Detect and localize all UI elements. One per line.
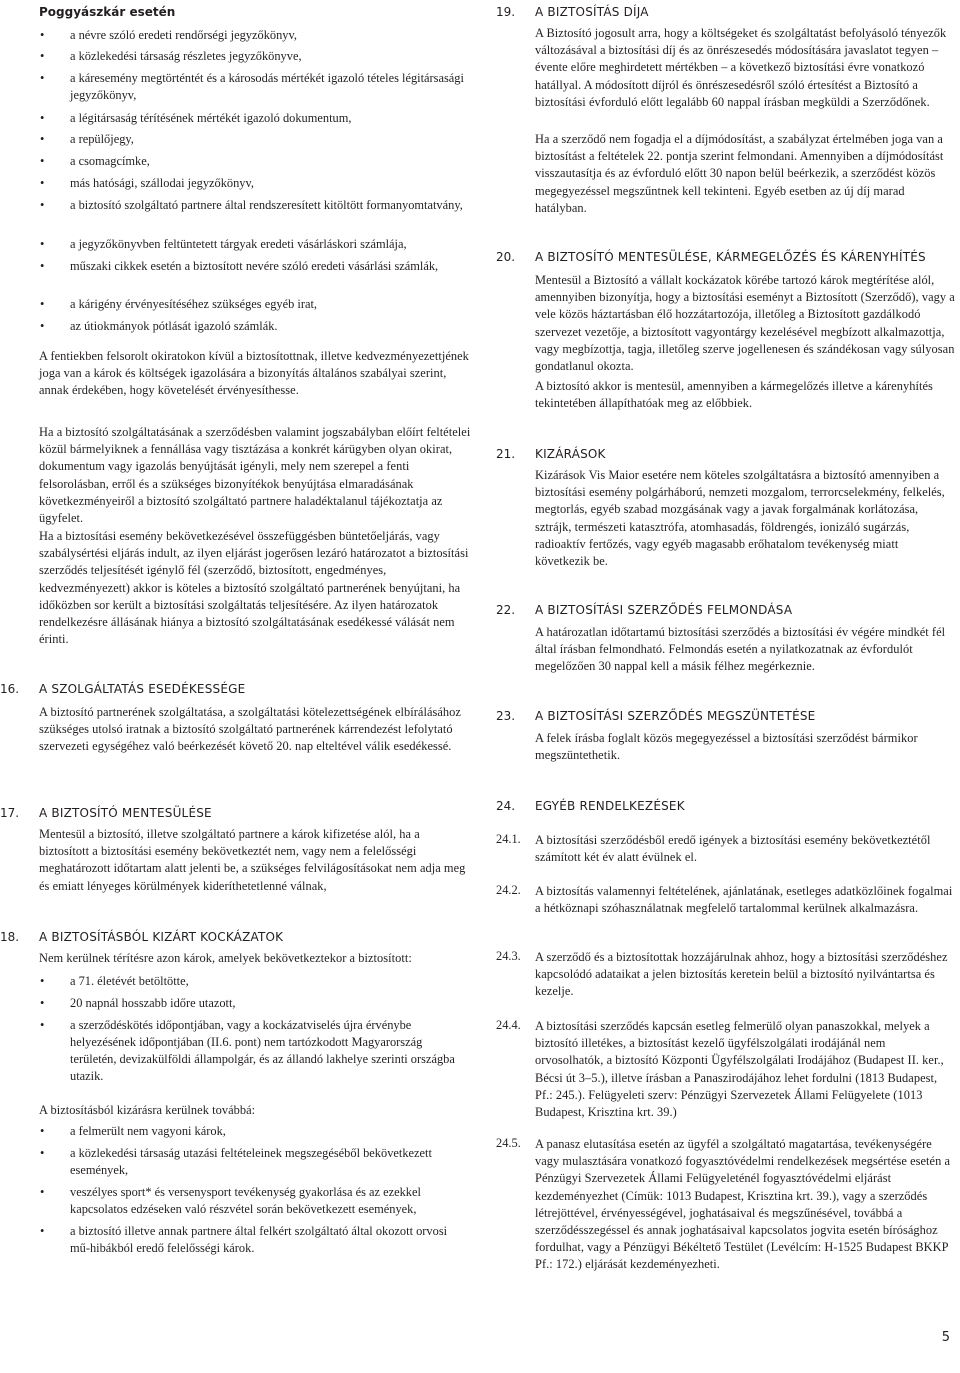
section-text: A biztosító partnerének szolgáltatása, a szolgáltatási kötelezettségének elbírálásához szükséges utolsó iratnak a biztosító szolgáltató partnerének kárrendezést lefolytató szervezeti egységéhez való beérkezését követő 20. nap elteltével válik esedékessé. [39, 705, 461, 754]
section-number: 22. [496, 603, 516, 617]
list-item: • veszélyes sport* és versenysport tevékenység gyakorlása és az ezekkel kapcsolatos edzéseken való részvétel során bekövetkezett események, [40, 1185, 421, 1216]
list-item: • más hatósági, szállodai jegyzőkönyv, [40, 176, 254, 190]
subsection-number: 24.1. [496, 832, 521, 846]
list-item: • a káresemény megtörténtét és a károsodás mértékét igazoló tételes légitársasági jegyzőkönyv, [40, 71, 464, 102]
list-item: • a felmerült nem vagyoni károk, [40, 1124, 226, 1138]
section-title: KIZÁRÁSOK [535, 447, 606, 461]
section-text: Mentesül a Biztosító a vállalt kockázatok körébe tartozó károk megtérítése alól, amennyiben bizonyítja, hogy a biztosítási eseményt a Biztosított (Szerződő), vagy a vele közös háztartásban élő hozzátartozója, illetőleg a Biztosított gazdálkodó szervezet vezetője, a biztosított vagyontárgy kezelésével megbízott alkalmazottja, vagy megbízottja, tagja, illetőleg szerve jogellenesen és szándékosan vagy súlyosan gondatlanul okozta. [535, 273, 955, 374]
section-text: A határozatlan időtartamú biztosítási szerződés a biztosítási év végére mindkét fél által írásban felmondható. Felmondás esetén a nyilatkozatnak az évfordulót megelőzően 30 nappal kell a másik félhez megérkeznie. [535, 625, 946, 674]
subsection-number: 24.4. [496, 1018, 521, 1032]
section-text: A biztosításból kizárásra kerülnek továbbá: [39, 1103, 256, 1117]
subsection-text: A biztosítási szerződés kapcsán esetleg felmerülő olyan panaszokkal, melyek a biztosító illetékes, a biztosítást kezelő ügyfélszolgálati irodájánál nem orvosolhatók, a biztosító Központi Ügyfélszolgálati Irodájához (Budapest II. ker., Bécsi út 3–5.), illetve írásban a Panaszirodájához lehet fordulni (1813 Budapest, Pf.: 245.). Felügyeleti szerv: Pénzügyi Szervezetek Állami Felügyelete (1013 Budapest, Krisztina krt. 39.) [535, 1019, 944, 1120]
section-number: 16. [0, 682, 20, 696]
subsection-number: 24.2. [496, 883, 521, 897]
list-item: • a névre szóló eredeti rendőrségi jegyzőkönyv, [40, 28, 297, 42]
section-text: Mentesül a biztosító, illetve szolgáltató partnere a károk kifizetése alól, ha a biztosított a biztosítási esemény bekövetkeztét nem, vagy nem a felelősségi meghatározott időtartam alatt jelenti be, a szükséges felvilágosításokat nem adja meg és emiatt lényeges körülmények kideríthetetlenné válnak, [39, 827, 466, 893]
intro-paragraph: A fentiekben felsorolt okiratokon kívül a biztosítottnak, illetve kedvezményezettjének joga van a károk és költségek igazolására a bizonyítás általános szabályai szerint, annak érdekében, hogy követelését érvényesíthesse. [39, 349, 469, 398]
section-title: A BIZTOSÍTÁSBÓL KIZÁRT KOCKÁZATOK [39, 930, 284, 944]
list-item: • a jegyzőkönyvben feltüntetett tárgyak eredeti vásárláskori számlája, [40, 237, 407, 251]
subsection-text: A szerződő és a biztosítottak hozzájárulnak ahhoz, hogy a biztosítási szerződéshez kapcsolódó adataikat a jelen biztosítás keretein belül a biztosító nyilvántartsa és kezelje. [535, 950, 948, 999]
intro-paragraph: Ha a biztosítási esemény bekövetkezésével összefüggésben büntetőeljárás, vagy szabálysértési eljárás indult, az ilyen eljárást jogerősen lezáró határozatot a biztosítási szerződés teljesítését igénylő fél (szerződő, biztosított, engedményes, kedvezményezett) akkor is köteles a biztosító szolgáltató partnerének benyújtani, ha időközben sor került a biztosítási szolgáltatás teljesítésére. Az ilyen határozatok rendelkezésre állásának hiánya a biztosító szolgáltatásának esedékessé válását nem érinti. [39, 529, 469, 647]
section-number: 19. [496, 5, 516, 19]
section-title: A BIZTOSÍTÁS DÍJA [535, 5, 649, 19]
list-item: • a közlekedési társaság részletes jegyzőkönyve, [40, 49, 302, 63]
list-item: • a közlekedési társaság utazási feltételeinek megszegéséből bekövetkezett események, [40, 1146, 432, 1177]
section-text: A biztosító akkor is mentesül, amennyiben a kármegelőzés illetve a kárenyhítés tekintetében állapíthatóak meg az előbbiek. [535, 379, 933, 411]
section-title: A BIZTOSÍTÁSI SZERZŐDÉS MEGSZÜNTETÉSE [535, 709, 816, 723]
section-number: 17. [0, 806, 20, 820]
page-number: 5 [941, 1330, 950, 1345]
section-title: A SZOLGÁLTATÁS ESEDÉKESSÉGE [39, 682, 246, 696]
list-item: • műszaki cikkek esetén a biztosított nevére szóló eredeti vásárlási számlák, [40, 259, 439, 273]
list-item: • a biztosító szolgáltató partnere által rendszeresített kitöltött formanyomtatvány, [40, 198, 463, 212]
subsection-number: 24.3. [496, 949, 521, 963]
list-item: • a légitársaság térítésének mértékét igazoló dokumentum, [40, 111, 352, 125]
section-title: A BIZTOSÍTÓ MENTESÜLÉSE, KÁRMEGELŐZÉS ÉS KÁRENYHÍTÉS [535, 250, 926, 264]
subsection-text: A biztosítási szerződésből eredő igények a biztosítási esemény bekövetkeztétől számított két év alatt évülnek el. [535, 833, 931, 865]
section-text: A Biztosító jogosult arra, hogy a költségeket és szolgáltatást befolyásoló tényezők változásával a biztosítási díj és az önrészesedés módosítására javaslatot tegyen – évente előre meghirdetett mértékben – a következő biztosítási évre vonatkozó hatállyal. A módosított díjról és önrészesedésről szóló értesítést a Biztosító a biztosítási évforduló előtt legalább 60 nappal írásban megküldi a Szerződőnek. [535, 26, 947, 109]
section-title: EGYÉB RENDELKEZÉSEK [535, 799, 685, 813]
section-number: 23. [496, 709, 516, 723]
section-number: 21. [496, 447, 516, 461]
section-number: 18. [0, 930, 20, 944]
list-item: • a biztosító illetve annak partnere által felkért szolgáltató által okozott orvosi mű-hibákból eredő felelősségi károk. [40, 1224, 448, 1255]
intro-heading: Poggyászkár esetén [39, 5, 176, 19]
list-item: • a csomagcímke, [40, 154, 150, 168]
subsection-number: 24.5. [496, 1136, 521, 1150]
section-number: 20. [496, 250, 516, 264]
list-item: • 20 napnál hosszabb időre utazott, [40, 996, 236, 1010]
section-text: Kizárások Vis Maior esetére nem köteles szolgáltatásra a biztosító amennyiben a biztosítási esemény polgárháború, nemzeti mozgalom, terrorcselekmény, felkelés, megtorlás, egyéb szabad mozgásának vagy a javak forgalmának korlátozása, sztrájk, természeti katasztrófa, atomhasadás, földrengés, ionizáló sugárzás, radioaktív fertőzés, vagy egyéb magasabb erőhatalom tevékenység miatt következik be. [535, 468, 945, 569]
list-item: • a repülőjegy, [40, 132, 134, 146]
section-text: A felek írásba foglalt közös megegyezéssel a biztosítási szerződést bármikor megszüntethetik. [535, 731, 918, 763]
list-item: • a szerződéskötés időpontjában, vagy a kockázatviselés újra érvénybe helyezésének időpontjában (II.6. pont) nem tartózkodott Magyarország területén, devizakülföldi állampolgár, és az állandó lakhelye szerinti országba utazik. [40, 1018, 455, 1083]
list-item: • a kárigény érvényesítéséhez szükséges egyéb irat, [40, 297, 318, 311]
section-number: 24. [496, 799, 516, 813]
list-item: • a 71. életévét betöltötte, [40, 974, 189, 988]
subsection-text: A biztosítás valamennyi feltételének, ajánlatának, esetleges adatközlőinek fogalmai a hétköznapi szóhasználatnak megfelelő tartalommal kerülnek alkalmazásra. [535, 884, 953, 916]
section-text: Ha a szerződő nem fogadja el a díjmódosítást, a szabályzat értelmében joga van a biztosítást a feltételek 22. pontja szerint felmondani. Amennyiben a díjmódosítást visszautasítja és az évforduló előtt 30 napon belül beérkezik, a szerződést közös megegyezéssel megszűntnek kell tekinteni. Egyéb esetben az új díj marad hatályban. [535, 132, 944, 215]
section-text: Nem kerülnek térítésre azon károk, amelyek bekövetkeztekor a biztosított: [39, 951, 412, 965]
list-item: • az útiokmányok pótlását igazoló számlák. [40, 319, 278, 333]
intro-paragraph: Ha a biztosító szolgáltatásának a szerződésben valamint jogszabályban előírt feltételei közül bármelyiknek a fennállása vagy tisztázása a konkrét kárügyben olyan okirat, dokumentum vagy igazolás benyújtását igényli, mely nem szerepel a fenti felsorolásban, erről és a szükséges bizonyítékok benyújtása elmaradásának következményeiről a biztosító szolgáltató partnere haladéktalanul tájékoztatja az ügyfelet. [39, 425, 471, 526]
section-title: A BIZTOSÍTÓ MENTESÜLÉSE [39, 806, 212, 820]
subsection-text: A panasz elutasítása esetén az ügyfél a szolgáltató magatartása, tevékenységére vagy mulasztására vonatkozó fogyasztóvédelmi rendelkezések megsértése esetén a Pénzügyi Szervezetek Állami Felügyeleténél fogyasztóvédelmi eljárást kezdeményezhet (Címük: 1013 Budapest, Krisztina krt. 39.), vagy a szerződés létrejöttével, érvényességével, joghatásaival és megszűnésével, továbbá a szerződésszegéssel és annak joghatásaival kapcsolatos jogvita esetén bírósághoz fordulhat, vagy a Pénzügyi Békéltető Testület (Levélcím: H-1525 Budapest BKKP Pf.: 172.) eljárását kezdeményezheti. [535, 1137, 951, 1272]
section-title: A BIZTOSÍTÁSI SZERZŐDÉS FELMONDÁSA [535, 603, 793, 617]
